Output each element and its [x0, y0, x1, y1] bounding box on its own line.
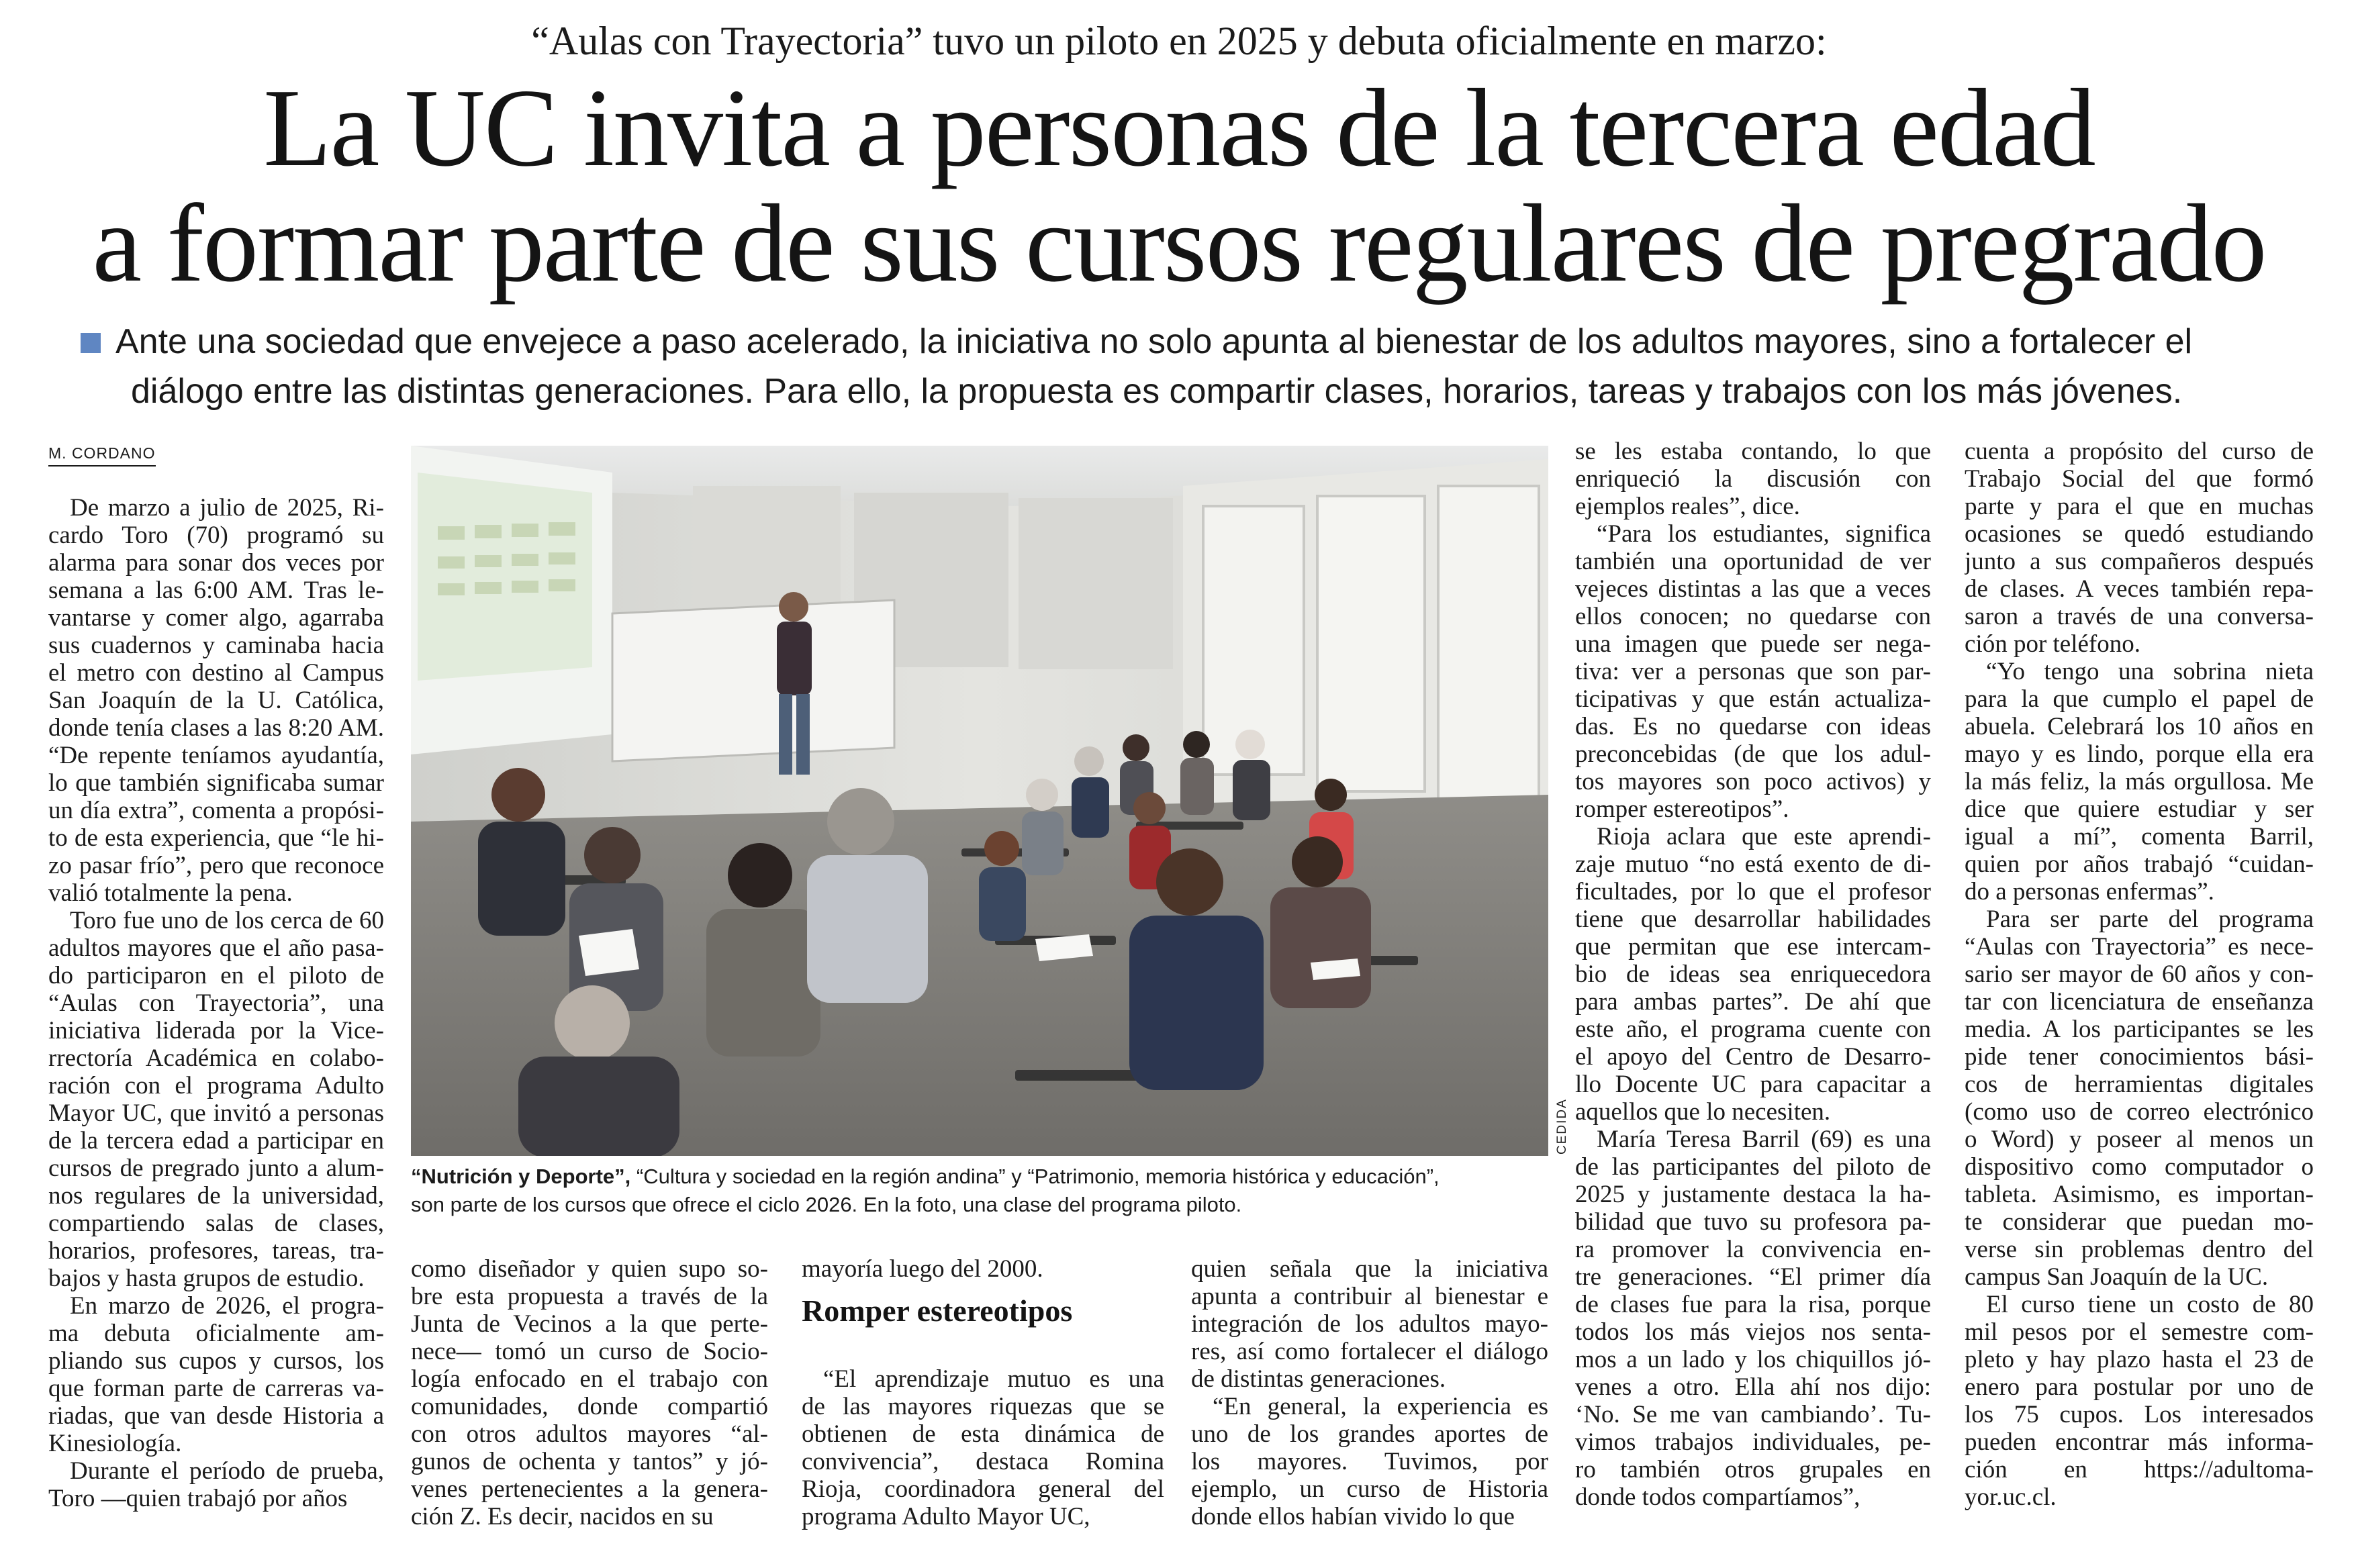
- column-3-top: [802, 1255, 1164, 1283]
- text-line: saron a través de una conversa-: [1965, 603, 2314, 630]
- text-line: pide tener conocimientos bási-: [1965, 1043, 2314, 1071]
- text-line: pliando sus cupos y cursos, los: [48, 1347, 384, 1375]
- text-line: que permitan que ese intercam-: [1575, 933, 1931, 961]
- text-line: ellos conocen; no quedarse con: [1575, 603, 1931, 630]
- text-line: iniciativa liderada por la Vice-: [48, 1017, 384, 1044]
- text-line: res, así como fortalecer el diálogo: [1191, 1338, 1548, 1365]
- text-line: ejemplos reales”, dice.: [1575, 493, 1800, 520]
- text-line: venes a otro. Ella ahí nos dijo:: [1575, 1373, 1931, 1401]
- column-1: [48, 494, 384, 1512]
- text-line: María Teresa Barril (69) es una: [1597, 1126, 1931, 1153]
- text-line: tre generaciones. “El primer día: [1575, 1263, 1931, 1291]
- text-line: tiene que desarrollar habilidades: [1575, 905, 1931, 933]
- text-line: para ambas partes”. De ahí que: [1575, 988, 1931, 1016]
- text-line: para la que cumplo el papel de: [1965, 685, 2314, 713]
- text-line: bilidad que tuvo su profesora pa-: [1575, 1208, 1931, 1236]
- text-line: ración con el programa Adulto: [48, 1072, 384, 1099]
- text-line: de clases fue para la risa, porque: [1575, 1291, 1931, 1318]
- text-line: los 75 cupos. Los interesados: [1965, 1401, 2314, 1428]
- photo-credit: CEDIDA: [1555, 1098, 1569, 1155]
- text-line: alarma para sonar dos veces por: [48, 549, 384, 577]
- text-line: llo Docente UC para capacitar a: [1575, 1071, 1931, 1098]
- lead-paragraph: [74, 317, 2310, 416]
- text-line: ‘No. Se me van cambiando’. Tu-: [1575, 1401, 1931, 1428]
- text-line: todos los más viejos nos senta-: [1575, 1318, 1931, 1346]
- caption-bold: “Nutrición y Deporte”,: [411, 1165, 631, 1188]
- text-line: semana a las 6:00 AM. Tras le-: [48, 577, 384, 604]
- text-line: “De repente teníamos ayudantía,: [48, 742, 384, 769]
- text-line: programa Adulto Mayor UC,: [802, 1503, 1090, 1530]
- text-line: obtienen de esta dinámica de: [802, 1420, 1164, 1448]
- photo-caption: [411, 1163, 1552, 1219]
- text-line: Para ser parte del programa: [1986, 905, 2314, 933]
- text-line: quien por años trabajó “cuidan-: [1965, 850, 2314, 878]
- text-line: Junta de Vecinos a la que perte-: [411, 1310, 768, 1338]
- text-line: comunidades, donde compartió: [411, 1393, 768, 1420]
- text-line: tar con licenciatura de enseñanza: [1965, 988, 2314, 1016]
- text-line: adultos mayores que el año pasa-: [48, 934, 384, 962]
- text-line: tableta. Asimismo, es importan-: [1965, 1181, 2314, 1208]
- text-line: bre esta propuesta a través de la: [411, 1283, 768, 1310]
- text-line: ejemplo, un curso de Historia: [1191, 1475, 1548, 1503]
- text-line: nece— tomó un curso de Socio-: [411, 1338, 768, 1365]
- column-6: [1965, 438, 2314, 1511]
- text-line: parte y para el que en muchas: [1965, 493, 2314, 520]
- text-line: de la tercera edad a participar en: [48, 1127, 384, 1155]
- text-line: 2025 y justamente destaca la ha-: [1575, 1181, 1931, 1208]
- column-2: [411, 1255, 768, 1530]
- text-line: mayo y es lindo, porque ella era: [1965, 740, 2314, 768]
- text-line: mil pesos por el semestre com-: [1965, 1318, 2314, 1346]
- headline-line-1: La UC invita a personas de la tercera edad: [263, 66, 2095, 189]
- text-line: De marzo a julio de 2025, Ri-: [70, 494, 384, 522]
- text-line: enriqueció la discusión con: [1575, 465, 1931, 493]
- text-line: donde todos compartíamos”,: [1575, 1483, 1860, 1511]
- text-line: una imagen que puede ser nega-: [1575, 630, 1931, 658]
- text-line: Mayor UC, que invitó a personas: [48, 1099, 384, 1127]
- byline: M. CORDANO: [48, 444, 156, 467]
- text-line: pueden encontrar más informa-: [1965, 1428, 2314, 1456]
- caption-line-2: son parte de los cursos que ofrece el ciclo 2026. En la foto, una clase del programa piloto.: [411, 1193, 1242, 1216]
- text-line: aquellos que lo necesiten.: [1575, 1098, 1831, 1126]
- text-line: el metro con destino al Campus: [48, 659, 384, 687]
- text-line: sario ser mayor de 60 años y con-: [1965, 961, 2314, 988]
- text-line: romper estereotipos”.: [1575, 795, 1789, 823]
- text-line: los mayores. Tuvimos, por: [1191, 1448, 1548, 1475]
- text-line: compartiendo salas de clases,: [48, 1210, 384, 1237]
- text-line: donde ellos habían vivido lo que: [1191, 1503, 1515, 1530]
- text-line: el apoyo del Centro de Desarro-: [1575, 1043, 1931, 1071]
- text-line: cardo Toro (70) programó su: [48, 522, 384, 549]
- text-line: ción Z. Es decir, nacidos en su: [411, 1503, 714, 1530]
- text-line: San Joaquín de la U. Católica,: [48, 687, 384, 714]
- text-line: la más feliz, la más orgullosa. Me: [1965, 768, 2314, 795]
- caption-line-1: “Cultura y sociedad en la región andina” y “Patrimonio, memoria histórica y educación”,: [630, 1165, 1440, 1188]
- text-line: cuenta a propósito del curso de: [1965, 438, 2314, 465]
- text-line: Toro fue uno de los cerca de 60: [70, 907, 384, 934]
- text-line: lo que también significaba sumar: [48, 769, 384, 797]
- text-line: abuela. Celebrará los 10 años en: [1965, 713, 2314, 740]
- text-line: como diseñador y quien supo so-: [411, 1255, 768, 1283]
- text-line: Toro —quien trabajó por años: [48, 1485, 348, 1512]
- text-line: tos mayores son poco activos) y: [1575, 768, 1931, 795]
- text-line: Rioja, coordinadora general del: [802, 1475, 1164, 1503]
- column-5: [1575, 438, 1931, 1511]
- subheading: Romper estereotipos: [802, 1293, 1073, 1328]
- text-line: media. A los participantes se les: [1965, 1016, 2314, 1043]
- text-line: do a personas enfermas”.: [1965, 878, 2214, 905]
- text-line: horarios, profesores, tareas, tra-: [48, 1237, 384, 1265]
- text-line: En marzo de 2026, el progra-: [70, 1292, 384, 1320]
- text-line: ticipativas y que están actualiza-: [1575, 685, 1931, 713]
- text-line: de las participantes del piloto de: [1575, 1153, 1931, 1181]
- text-line: campus San Joaquín de la UC.: [1965, 1263, 2269, 1291]
- text-line: igual a mí”, comenta Barril,: [1965, 823, 2314, 850]
- text-line: Rioja aclara que este aprendi-: [1597, 823, 1931, 850]
- text-line: también una oportunidad de ver: [1575, 548, 1931, 575]
- text-line: (como uso de correo electrónico: [1965, 1098, 2314, 1126]
- text-line: con otros adultos mayores “al-: [411, 1420, 768, 1448]
- text-line: “El aprendizaje mutuo es una: [823, 1365, 1164, 1393]
- text-line: Trabajo Social del que formó: [1965, 465, 2314, 493]
- classroom-photo: [411, 446, 1548, 1156]
- text-line: logía enfocado en el trabajo con: [411, 1365, 768, 1393]
- lead-line-1: Ante una sociedad que envejece a paso acelerado, la iniciativa no solo apunta al bienestar de los adultos mayores, sino a fortalecer el: [115, 322, 2193, 361]
- text-line: preconcebidas (de que los adul-: [1575, 740, 1931, 768]
- text-line: zaje mutuo “no está exento de di-: [1575, 850, 1931, 878]
- text-line: gunos de ochenta y tantos” y jó-: [411, 1448, 768, 1475]
- text-line: ción en https://adultoma-: [1965, 1456, 2314, 1483]
- text-line: venes pertenecientes a la genera-: [411, 1475, 768, 1503]
- text-line: te considerar que puedan mo-: [1965, 1208, 2314, 1236]
- text-line: ma debuta oficialmente am-: [48, 1320, 384, 1347]
- text-line: valió totalmente la pena.: [48, 879, 293, 907]
- column-3: [802, 1365, 1164, 1530]
- text-line: dice que quiere estudiar y ser: [1965, 795, 2314, 823]
- text-line: vejeces distintas a las que a veces: [1575, 575, 1931, 603]
- text-line: Durante el período de prueba,: [70, 1457, 384, 1485]
- text-line: donde tenía clases a las 8:20 AM.: [48, 714, 384, 742]
- text-line: quien señala que la iniciativa: [1191, 1255, 1548, 1283]
- text-line: “Yo tengo una sobrina nieta: [1986, 658, 2314, 685]
- text-line: ocasiones se quedó estudiando: [1965, 520, 2314, 548]
- text-line: ción por teléfono.: [1965, 630, 2140, 658]
- text-line: Kinesiología.: [48, 1430, 182, 1457]
- classroom-illustration: [411, 446, 1548, 1156]
- text-line: enero para postular por uno de: [1965, 1373, 2314, 1401]
- text-line: riadas, que van desde Historia a: [48, 1402, 384, 1430]
- text-line: vantarse y comer algo, agarraba: [48, 604, 384, 632]
- text-line: “Aulas con Trayectoria” es nece-: [1965, 933, 2314, 961]
- text-line: dispositivo como computador o: [1965, 1153, 2314, 1181]
- text-line: de distintas generaciones.: [1191, 1365, 1446, 1393]
- text-line: ficultades, por lo que el profesor: [1575, 878, 1931, 905]
- text-line: bio de ideas sea enriquecedora: [1575, 961, 1931, 988]
- column-4: [1191, 1255, 1548, 1530]
- text-line: verse sin problemas dentro del: [1965, 1236, 2314, 1263]
- text-line: yor.uc.cl.: [1965, 1483, 2057, 1511]
- headline-line-2: a formar parte de sus cursos regulares de pregrado: [92, 181, 2266, 305]
- text-line: ra promover la convivencia en-: [1575, 1236, 1931, 1263]
- text-line: “Aulas con Trayectoria”, una: [48, 989, 384, 1017]
- text-line: tiva: ver a personas que son par-: [1575, 658, 1931, 685]
- text-line: cos de herramientas digitales: [1965, 1071, 2314, 1098]
- text-line: vimos trabajos individuales, pe-: [1575, 1428, 1931, 1456]
- text-line: do participaron en el piloto de: [48, 962, 384, 989]
- text-line: un día extra”, comenta a propósi-: [48, 797, 384, 824]
- text-line: junto a sus compañeros después: [1965, 548, 2314, 575]
- text-line: “En general, la experiencia es: [1213, 1393, 1548, 1420]
- text-line: uno de los grandes aportes de: [1191, 1420, 1548, 1448]
- text-line: El curso tiene un costo de 80: [1986, 1291, 2314, 1318]
- text-line: o Word) y poseer al menos un: [1965, 1126, 2314, 1153]
- text-line: que forman parte de carreras va-: [48, 1375, 384, 1402]
- text-line: rrectoría Académica en colabo-: [48, 1044, 384, 1072]
- text-line: mayoría luego del 2000.: [802, 1255, 1043, 1283]
- text-line: “Para los estudiantes, significa: [1597, 520, 1931, 548]
- text-line: to de esta experiencia, que “le hi-: [48, 824, 384, 852]
- kicker: “Aulas con Trayectoria” tuvo un piloto en 2025 y debuta oficialmente en marzo:: [531, 19, 1827, 63]
- text-line: ro también otros grupales en: [1575, 1456, 1931, 1483]
- text-line: mos a un lado y los chiquillos jó-: [1575, 1346, 1931, 1373]
- text-line: de clases. A veces también repa-: [1965, 575, 2314, 603]
- text-line: convivencia”, destaca Romina: [802, 1448, 1164, 1475]
- text-line: apunta a contribuir al bienestar e: [1191, 1283, 1548, 1310]
- square-bullet-icon: [81, 333, 101, 353]
- text-line: pleto y hay plazo hasta el 23 de: [1965, 1346, 2314, 1373]
- text-line: das. Es no quedarse con ideas: [1575, 713, 1931, 740]
- text-line: zo pasar frío”, pero que reconoce: [48, 852, 384, 879]
- text-line: nos regulares de la universidad,: [48, 1182, 384, 1210]
- text-line: bajos y hasta grupos de estudio.: [48, 1265, 365, 1292]
- text-line: integración de los adultos mayo-: [1191, 1310, 1548, 1338]
- text-line: sus cuadernos y caminaba hacia: [48, 632, 384, 659]
- text-line: cursos de pregrado junto a alum-: [48, 1155, 384, 1182]
- lead-line-2: diálogo entre las distintas generaciones. Para ello, la propuesta es compartir clases, horarios, tareas y trabajos con los más jóvenes.: [131, 372, 2183, 411]
- text-line: este año, el programa cuente con: [1575, 1016, 1931, 1043]
- text-line: se les estaba contando, lo que: [1575, 438, 1931, 465]
- text-line: de las mayores riquezas que se: [802, 1393, 1164, 1420]
